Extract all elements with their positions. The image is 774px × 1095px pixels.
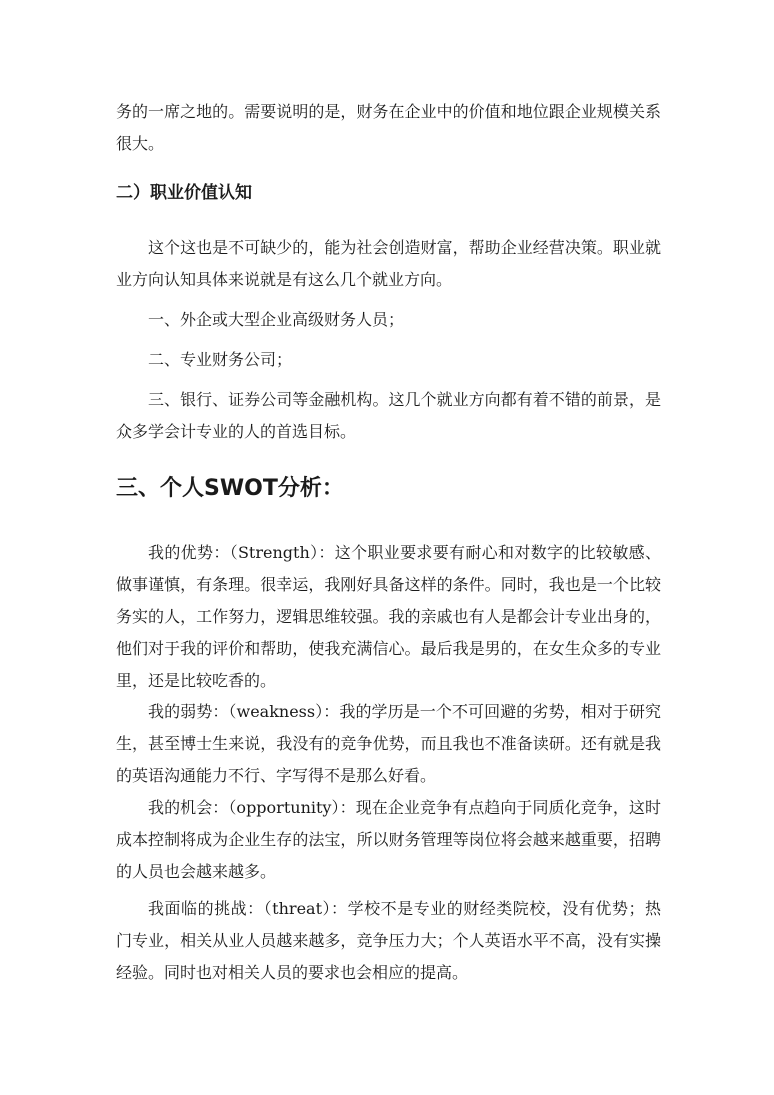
swot-weakness-label: 我的弱势：（weakness）：	[148, 702, 340, 721]
swot-strength-label: 我的优势：（Strength）：	[148, 543, 335, 562]
swot-strength-text: 这个职业要求要有耐心和对数字的比较敏感、做事谨慎，有条理。很幸运，我刚好具备这样的条件。同时，我也是一个比较务实的人，工作努力，逻辑思维较强。我的亲戚也有人是都会计专业出身的，他们对于我的评价和帮助，使我充满信心。最后我是男的，在女生众多的专业里，还是比较吃香的。	[116, 543, 661, 690]
swot-threat-paragraph	[116, 893, 661, 989]
swot-strength-paragraph	[116, 537, 661, 697]
paragraph-value-intro: 这个这也是不可缺少的，能为社会创造财富，帮助企业经营决策。职业就业方向认知具体来说就是有这么几个就业方向。	[116, 238, 661, 289]
swot-opportunity-label: 我的机会：（opportunity）：	[148, 798, 356, 817]
swot-opportunity-text: 现在企业竞争有点趋向于同质化竞争，这时成本控制将成为企业生存的法宝，所以财务管理等岗位将会越来越重要，招聘的人员也会越来越多。	[116, 798, 661, 881]
paragraph-continuation: 务的一席之地的。需要说明的是，财务在企业中的价值和地位跟企业规模关系很大。	[116, 102, 661, 153]
direction-item-1: 一、外企或大型企业高级财务人员；	[148, 310, 405, 329]
direction-item-2: 二、专业财务公司；	[148, 350, 293, 369]
swot-threat-label: 我面临的挑战：（threat）：	[148, 899, 348, 918]
section-heading-swot: 三、个人SWOT分析：	[116, 476, 344, 501]
swot-opportunity-paragraph	[116, 792, 661, 888]
section-heading-career-value: 二）职业价值认知	[116, 183, 252, 203]
swot-weakness-paragraph	[116, 696, 661, 792]
swot-threat-text: 学校不是专业的财经类院校，没有优势；热门专业，相关从业人员越来越多，竞争压力大；个人英语水平不高，没有实操经验。同时也对相关人员的要求也会相应的提高。	[116, 899, 661, 982]
swot-weakness-text: 我的学历是一个不可回避的劣势，相对于研究生，甚至博士生来说，我没有的竞争优势，而且我也不准备读研。还有就是我的英语沟通能力不行、字写得不是那么好看。	[116, 702, 661, 785]
direction-item-3: 三、银行、证券公司等金融机构。这几个就业方向都有着不错的前景，是众多学会计专业的人的首选目标。	[116, 390, 661, 441]
